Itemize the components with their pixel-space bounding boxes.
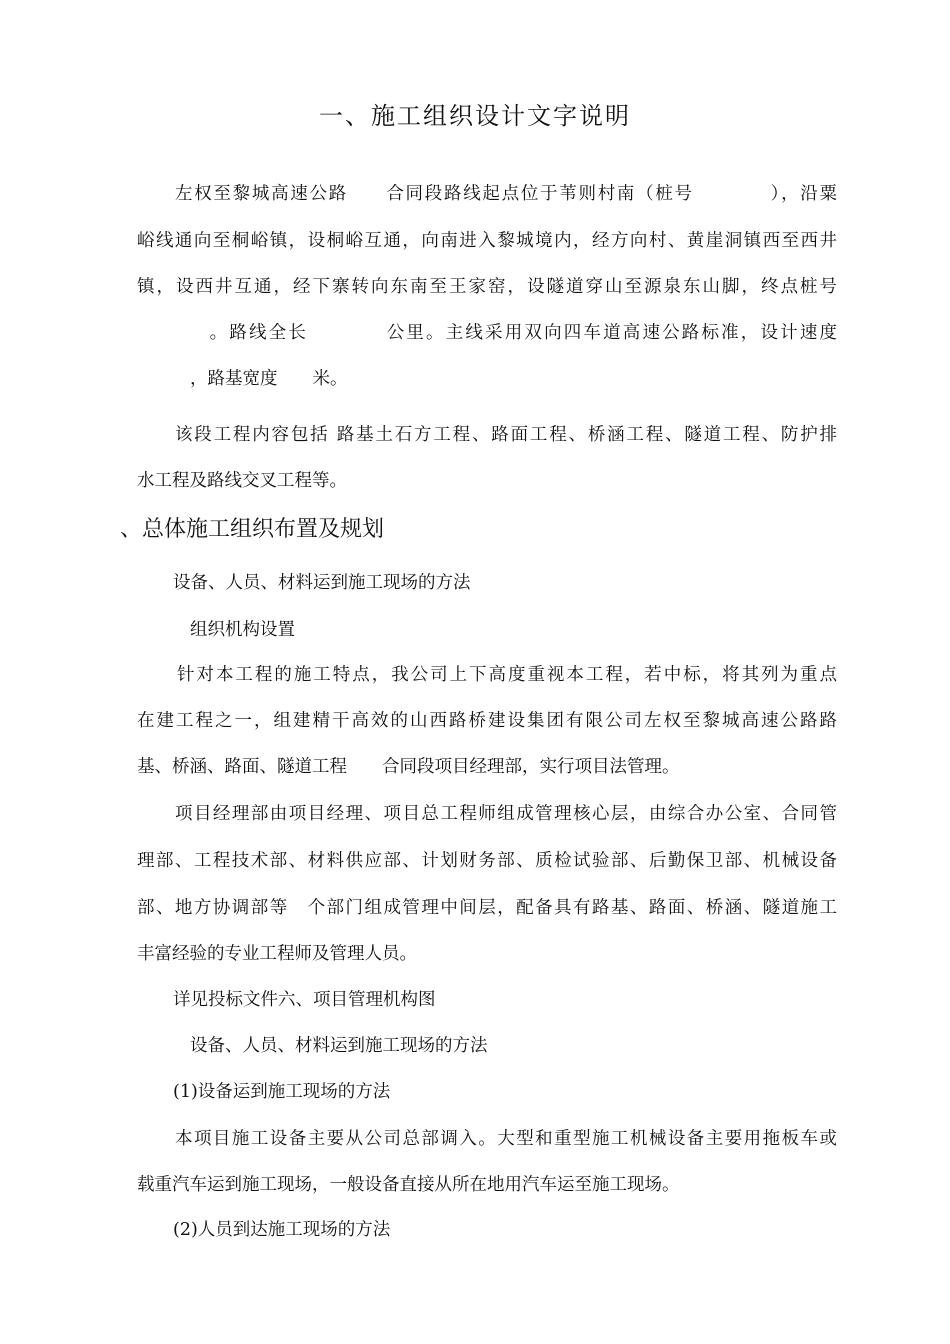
- paragraph-1-line-3: 镇，设西井互通，经下寨转向东南至王家窑，设隧道穿山至源泉东山脚，终点桩号: [137, 277, 837, 297]
- paragraph-4-line-1: 项目经理部由项目经理、项目总工程师组成管理核心层，由综合办公室、合同管: [175, 804, 837, 824]
- subheading-transport-methods: 设备、人员、材料运到施工现场的方法: [190, 1036, 488, 1056]
- subheading-organization: 组织机构设置: [190, 620, 295, 640]
- paragraph-2-line-1: 该段工程内容包括 路基土石方工程、路面工程、桥涵工程、隧道工程、防护排: [175, 425, 837, 445]
- paragraph-6-line-2: 载重汽车运到施工现场，一般设备直接从所在地用汽车运至施工现场。: [137, 1175, 680, 1195]
- paragraph-2-line-2: 水工程及路线交叉工程等。: [137, 471, 347, 491]
- paragraph-1-line-1: 左权至黎城高速公路 合同段路线起点位于苇则村南（桩号 ），沿粟: [175, 184, 837, 204]
- paragraph-1-line-4: 。路线全长 公里。主线采用双向四车道高速公路标准，设计速度: [190, 323, 837, 343]
- page-title: 一、施工组织设计文字说明: [319, 102, 631, 130]
- paragraph-3-line-3: 基、桥涵、路面、隧道工程 合同段项目经理部，实行项目法管理。: [137, 757, 680, 777]
- reference-line: 详见投标文件六、项目管理机构图: [173, 990, 436, 1010]
- subheading-equipment-transport: 设备、人员、材料运到施工现场的方法: [173, 573, 471, 593]
- paragraph-6-line-1: 本项目施工设备主要从公司总部调入。大型和重型施工机械设备主要用拖板车或: [175, 1129, 837, 1149]
- subheading-personnel: (2)人员到达施工现场的方法: [173, 1220, 391, 1240]
- section-heading: 、总体施工组织布置及规划: [120, 517, 385, 542]
- paragraph-4-line-3: 部、地方协调部等 个部门组成管理中间层，配备具有路基、路面、桥涵、隧道施工: [137, 898, 837, 918]
- subheading-equipment: (1)设备运到施工现场的方法: [173, 1082, 391, 1102]
- paragraph-4-line-4: 丰富经验的专业工程师及管理人员。: [137, 944, 417, 964]
- paragraph-3-line-2: 在建工程之一，组建精干高效的山西路桥建设集团有限公司左权至黎城高速公路路: [137, 711, 837, 731]
- paragraph-1-line-5: ，路基宽度 米。: [190, 369, 348, 389]
- paragraph-4-line-2: 理部、工程技术部、材料供应部、计划财务部、质检试验部、后勤保卫部、机械设备: [137, 851, 837, 871]
- paragraph-3-line-1: 针对本工程的施工特点，我公司上下高度重视本工程，若中标，将其列为重点: [177, 665, 837, 685]
- paragraph-1-line-2: 峪线通向至桐峪镇，设桐峪互通，向南进入黎城境内，经方向村、黄崖洞镇西至西井: [137, 231, 837, 251]
